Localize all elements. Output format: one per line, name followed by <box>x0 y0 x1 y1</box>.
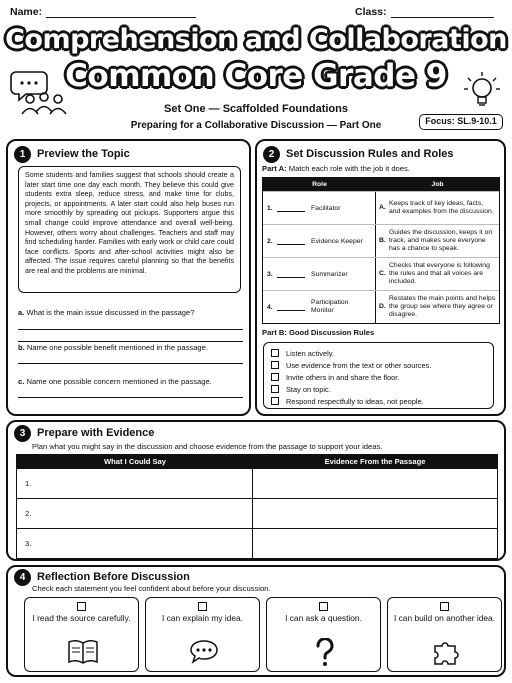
puzzle-piece-icon <box>430 638 462 666</box>
job-description: Checks that everyone is following the rules and that all voices are included. <box>389 262 490 285</box>
reflection-card <box>266 597 381 672</box>
checkbox[interactable] <box>271 397 279 405</box>
reflection-statement: I can ask a question. <box>285 613 362 623</box>
set-title: Set One — Scaffolded Foundations <box>164 103 348 115</box>
say-cell[interactable] <box>17 499 253 528</box>
part-a-instructions: Match each role with the job it does. <box>288 164 410 173</box>
name-label: Name: <box>10 6 43 18</box>
class-field[interactable] <box>355 6 494 18</box>
table-row <box>263 224 499 257</box>
rule-item <box>271 359 486 371</box>
job-letter: C. <box>379 270 386 278</box>
question-a <box>18 308 243 317</box>
section-instructions: Check each statement you feel confident about before your discussion. <box>32 584 271 593</box>
job-description: Guides the discussion, keeps it on track, and makes sure everyone has a chance to speak. <box>389 229 493 252</box>
answer-line[interactable] <box>18 341 243 342</box>
job-letter: A. <box>379 204 386 212</box>
evidence-cell[interactable] <box>253 499 497 528</box>
match-blank[interactable] <box>277 205 305 212</box>
question-text: What is the main issue discussed in the passage? <box>26 308 195 317</box>
section-title: Prepare with Evidence <box>37 427 155 439</box>
role-name: Participation Monitor <box>311 299 349 314</box>
section-number-badge: 4 <box>14 569 31 586</box>
table-row <box>263 257 499 290</box>
role-name: Facilitator <box>311 204 341 212</box>
role-name: Summarizer <box>311 270 348 278</box>
reflection-statement: I can explain my idea. <box>161 613 243 623</box>
book-icon <box>67 638 99 666</box>
answer-line[interactable] <box>18 363 243 364</box>
say-cell[interactable] <box>17 529 253 558</box>
say-cell[interactable] <box>17 469 253 498</box>
row-number: 4. <box>267 303 273 311</box>
column-header-say: What I Could Say <box>103 457 167 466</box>
focus-standard-badge: Focus: SL.9-10.1 <box>419 114 503 130</box>
row-number: 2. <box>25 509 32 518</box>
section-number-badge: 1 <box>14 146 31 163</box>
job-description: Keeps track of key ideas, facts, and examples from the discussion. <box>389 200 494 215</box>
checkbox[interactable] <box>271 361 279 369</box>
checkbox[interactable] <box>271 373 279 381</box>
answer-line[interactable] <box>18 329 243 330</box>
match-blank[interactable] <box>277 271 305 278</box>
name-field[interactable] <box>10 6 196 18</box>
worksheet-title-line2: Common Core Grade 9 <box>65 58 447 94</box>
rule-text: Stay on topic. <box>286 384 331 394</box>
rule-text: Use evidence from the text or other sources. <box>286 360 432 370</box>
part-a-tag: Part A: <box>262 164 287 173</box>
role-name: Evidence Keeper <box>311 237 363 245</box>
section-title: Reflection Before Discussion <box>37 571 190 583</box>
row-number: 3. <box>267 270 273 278</box>
job-description: Restates the main points and helps the group see where they agree or disagree. <box>389 295 496 318</box>
section-number-badge: 2 <box>263 146 280 163</box>
checkbox[interactable] <box>319 602 328 611</box>
checkbox[interactable] <box>271 349 279 357</box>
checkbox[interactable] <box>271 385 279 393</box>
worksheet-title-line1: Comprehension and Collaboration <box>5 24 507 55</box>
rules-checklist <box>263 342 494 409</box>
checkbox[interactable] <box>440 602 449 611</box>
section-title: Preview the Topic <box>37 148 130 160</box>
reflection-card <box>387 597 502 672</box>
table-row <box>17 528 497 558</box>
name-blank[interactable] <box>46 8 196 18</box>
section-instructions: Plan what you might say in the discussion and choose evidence from the passage to support your ideas. <box>32 442 383 451</box>
speech-bubble-icon <box>188 638 220 666</box>
roles-matching-table <box>262 177 500 324</box>
evidence-planning-table <box>16 454 498 559</box>
table-row <box>17 468 497 498</box>
reading-passage: Some students and families suggest that schools should create a later start time one day each month. They believe this could give students extra sleep, reduce stress, and make time for clubs, projects, or appointments. A later start could also help buses run more smoothly by spreading out pickups. Supporters argue this small change could improve attendance and overall well-being. However, others worry about challenges. Teachers and staff may find scheduling harder. Families with early work or child care could face conflicts. Sports and after-school activities might also be affected. The issue requires careful planning so that the benefits are real and the problems are minimal. <box>18 166 241 293</box>
section-prepare-evidence <box>6 420 506 561</box>
rule-item <box>271 371 486 383</box>
table-row <box>263 191 499 224</box>
reflection-statement: I can build on another idea. <box>393 613 496 623</box>
row-number: 3. <box>25 539 32 548</box>
job-letter: D. <box>379 303 386 311</box>
answer-line[interactable] <box>18 397 243 398</box>
section-reflection <box>6 565 506 677</box>
class-blank[interactable] <box>391 8 494 18</box>
part-b-tag: Part B: Good Discussion Rules <box>262 328 375 337</box>
table-header <box>263 178 499 191</box>
rule-text: Listen actively. <box>286 348 334 358</box>
section-number-badge: 3 <box>14 425 31 442</box>
question-letter: a. <box>18 308 25 317</box>
rule-item <box>271 395 486 407</box>
section-title: Set Discussion Rules and Roles <box>286 148 454 160</box>
rule-item <box>271 347 486 359</box>
column-header-role: Role <box>312 181 327 188</box>
row-number: 1. <box>267 204 273 212</box>
section-preview-topic <box>6 139 251 416</box>
column-header-evidence: Evidence From the Passage <box>324 457 426 466</box>
question-c <box>18 377 243 386</box>
question-text: Name one possible benefit mentioned in the passage. <box>26 343 208 352</box>
rule-item <box>271 383 486 395</box>
job-letter: B. <box>379 237 386 245</box>
part-a-label <box>262 164 410 173</box>
match-blank[interactable] <box>277 304 305 311</box>
question-b <box>18 343 243 352</box>
column-header-job: Job <box>431 181 444 188</box>
rule-text: Respond respectfully to ideas, not people. <box>286 396 424 406</box>
question-letter: c. <box>18 377 25 386</box>
checkbox[interactable] <box>198 602 207 611</box>
section-discussion-rules <box>255 139 506 416</box>
row-number: 1. <box>25 479 32 488</box>
question-text: Name one possible concern mentioned in the passage. <box>26 377 212 386</box>
reflection-card <box>145 597 260 672</box>
table-row <box>17 498 497 528</box>
question-mark-icon <box>309 638 341 668</box>
reflection-statement: I read the source carefully. <box>32 613 131 623</box>
checkbox[interactable] <box>77 602 86 611</box>
set-subtitle: Preparing for a Collaborative Discussion — Part One <box>130 120 382 131</box>
reflection-card <box>24 597 139 672</box>
class-label: Class: <box>355 6 387 18</box>
table-header <box>17 455 497 468</box>
match-blank[interactable] <box>277 238 305 245</box>
evidence-cell[interactable] <box>253 469 497 498</box>
part-b-label <box>262 328 374 337</box>
evidence-cell[interactable] <box>253 529 497 558</box>
table-row <box>263 290 499 323</box>
question-letter: b. <box>18 343 25 352</box>
rule-text: Invite others in and share the floor. <box>286 372 400 382</box>
row-number: 2. <box>267 237 273 245</box>
